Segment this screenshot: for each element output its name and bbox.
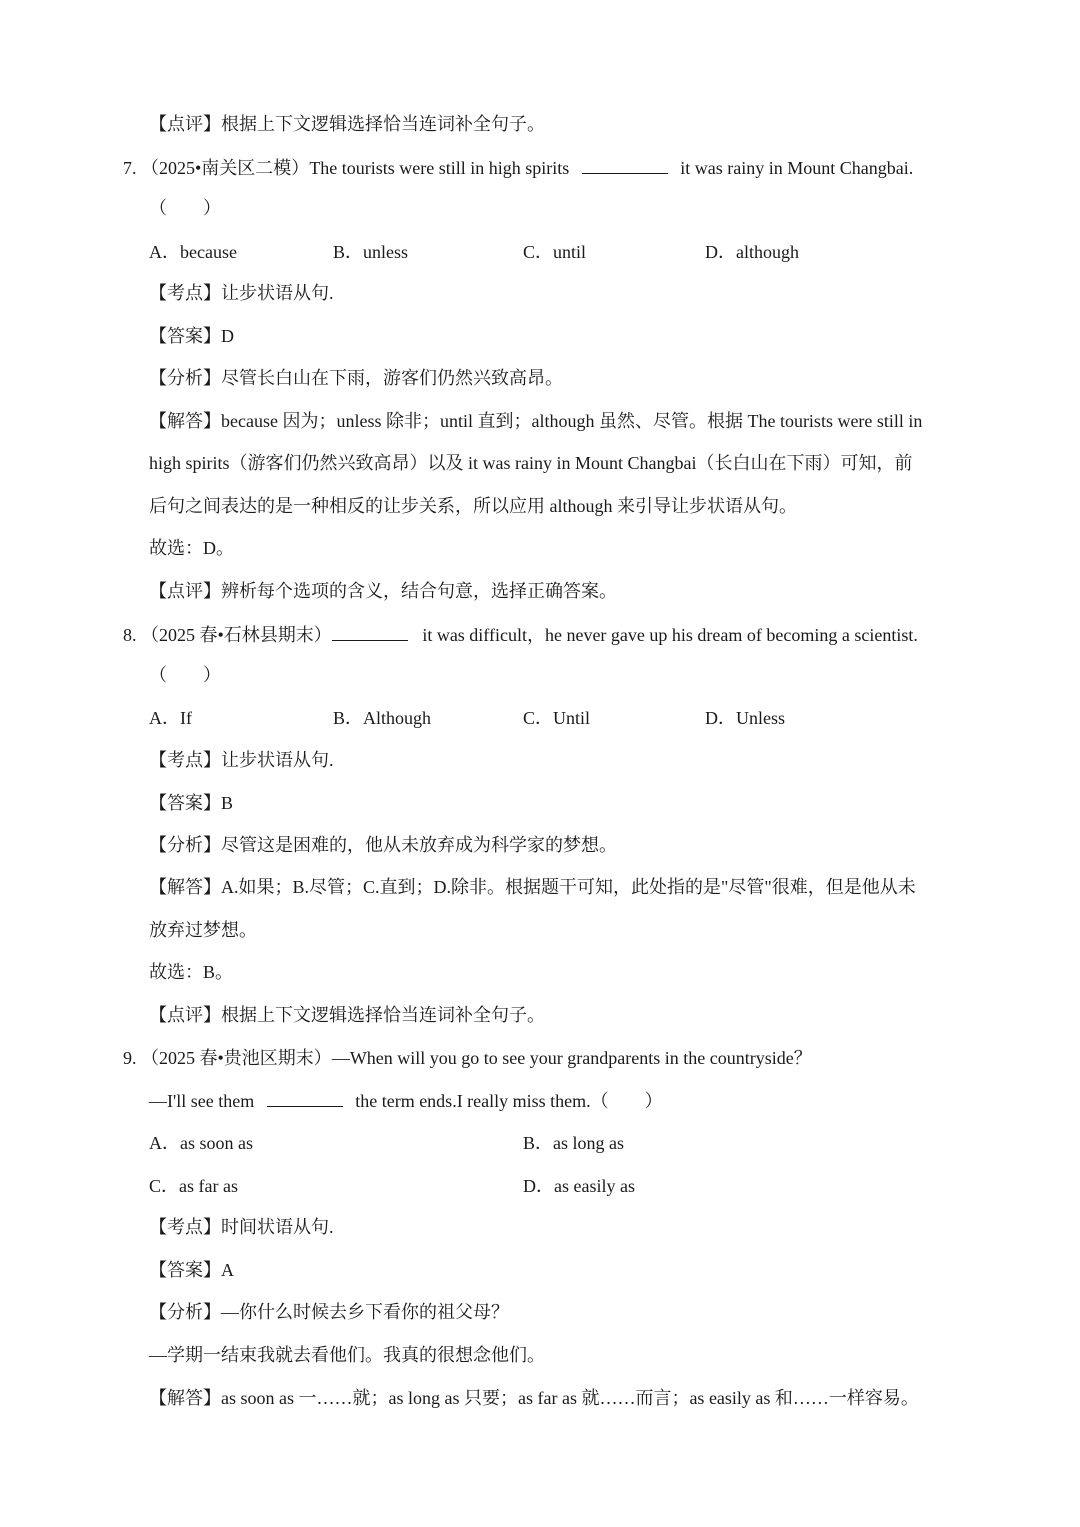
review-line: 【点评】根据上下文逻辑选择恰当连词补全句子。 — [149, 1005, 545, 1025]
answer-blank[interactable] — [582, 155, 668, 174]
knowledge-point: 【考点】时间状语从句. — [149, 1217, 334, 1237]
choice-line: 故选：D。 — [149, 538, 234, 558]
answer-blank[interactable] — [332, 622, 408, 641]
question-7-stem — [123, 155, 913, 180]
answer-bracket: （ ） — [149, 665, 221, 685]
option-c[interactable]: C．Until — [523, 708, 591, 728]
option-d[interactable]: D．Unless — [705, 708, 785, 728]
answer-bracket: （ ） — [149, 198, 221, 218]
question-text: it was difficult，he never gave up his dream of becoming a scientist. — [422, 625, 918, 645]
question-text: The tourists were still in high spirits — [309, 158, 570, 178]
option-b[interactable]: B．unless — [333, 242, 409, 262]
question-number: 8. — [123, 625, 137, 645]
question-source: （2025 春•贵池区期末） — [141, 1048, 332, 1068]
question-text: —When will you go to see your grandparents in the countryside？ — [331, 1048, 812, 1068]
answer-line: 【答案】A — [149, 1260, 234, 1280]
option-d[interactable]: D．although — [705, 242, 799, 262]
option-a[interactable]: A．because — [149, 242, 237, 262]
question-source: （2025•南关区二模） — [141, 158, 310, 178]
question-text: it was rainy in Mount Changbai. — [680, 158, 914, 178]
review-line: 【点评】辨析每个选项的含义，结合句意，选择正确答案。 — [149, 581, 617, 601]
option-a[interactable]: A．as soon as — [149, 1133, 253, 1153]
solution-line: 【解答】as soon as 一……就；as long as 只要；as far as 就……而言；as easily as 和……一样容易。 — [149, 1388, 919, 1408]
question-text: —I'll see them — [149, 1091, 255, 1111]
option-c[interactable]: C．until — [523, 242, 587, 262]
solution-line: high spirits（游客们仍然兴致高昂）以及 it was rainy in Mount Changbai（长白山在下雨）可知，前 — [149, 453, 913, 473]
question-text: the term ends.I really miss them.（ ） — [355, 1091, 663, 1111]
analysis-line: 【分析】—你什么时候去乡下看你的祖父母？ — [149, 1302, 509, 1322]
solution-line: 【解答】because 因为；unless 除非；until 直到；although 虽然、尽管。根据 The tourists were still in — [149, 411, 923, 431]
option-c[interactable]: C．as far as — [149, 1176, 238, 1196]
question-8-stem — [123, 622, 918, 647]
knowledge-point: 【考点】让步状语从句. — [149, 283, 334, 303]
analysis-line: 【分析】尽管长白山在下雨，游客们仍然兴致高昂。 — [149, 368, 563, 388]
question-source: （2025 春•石林县期末） — [141, 625, 332, 645]
option-b[interactable]: B．Although — [333, 708, 432, 728]
answer-line: 【答案】B — [149, 793, 234, 813]
question-number: 7. — [123, 158, 137, 178]
answer-line: 【答案】D — [149, 326, 234, 346]
choice-line: 故选：B。 — [149, 962, 234, 982]
solution-line: 后句之间表达的是一种相反的让步关系，所以应用 although 来引导让步状语从句。 — [149, 496, 797, 516]
solution-line: 【解答】A.如果；B.尽管；C.直到；D.除非。根据题干可知，此处指的是"尽管"很难，但是他从未 — [149, 877, 916, 897]
option-b[interactable]: B．as long as — [523, 1133, 624, 1153]
knowledge-point: 【考点】让步状语从句. — [149, 750, 334, 770]
option-d[interactable]: D．as easily as — [523, 1176, 635, 1196]
question-number: 9. — [123, 1048, 137, 1068]
question-9-stem — [123, 1046, 812, 1070]
analysis-line: —学期一结束我就去看他们。我真的很想念他们。 — [149, 1345, 545, 1365]
solution-line: 放弃过梦想。 — [149, 920, 257, 940]
answer-blank[interactable] — [267, 1088, 343, 1107]
analysis-line: 【分析】尽管这是困难的，他从未放弃成为科学家的梦想。 — [149, 835, 617, 855]
option-a[interactable]: A．If — [149, 708, 192, 728]
question-9-stem-line2 — [149, 1088, 663, 1113]
review-line: 【点评】根据上下文逻辑选择恰当连词补全句子。 — [149, 114, 545, 134]
